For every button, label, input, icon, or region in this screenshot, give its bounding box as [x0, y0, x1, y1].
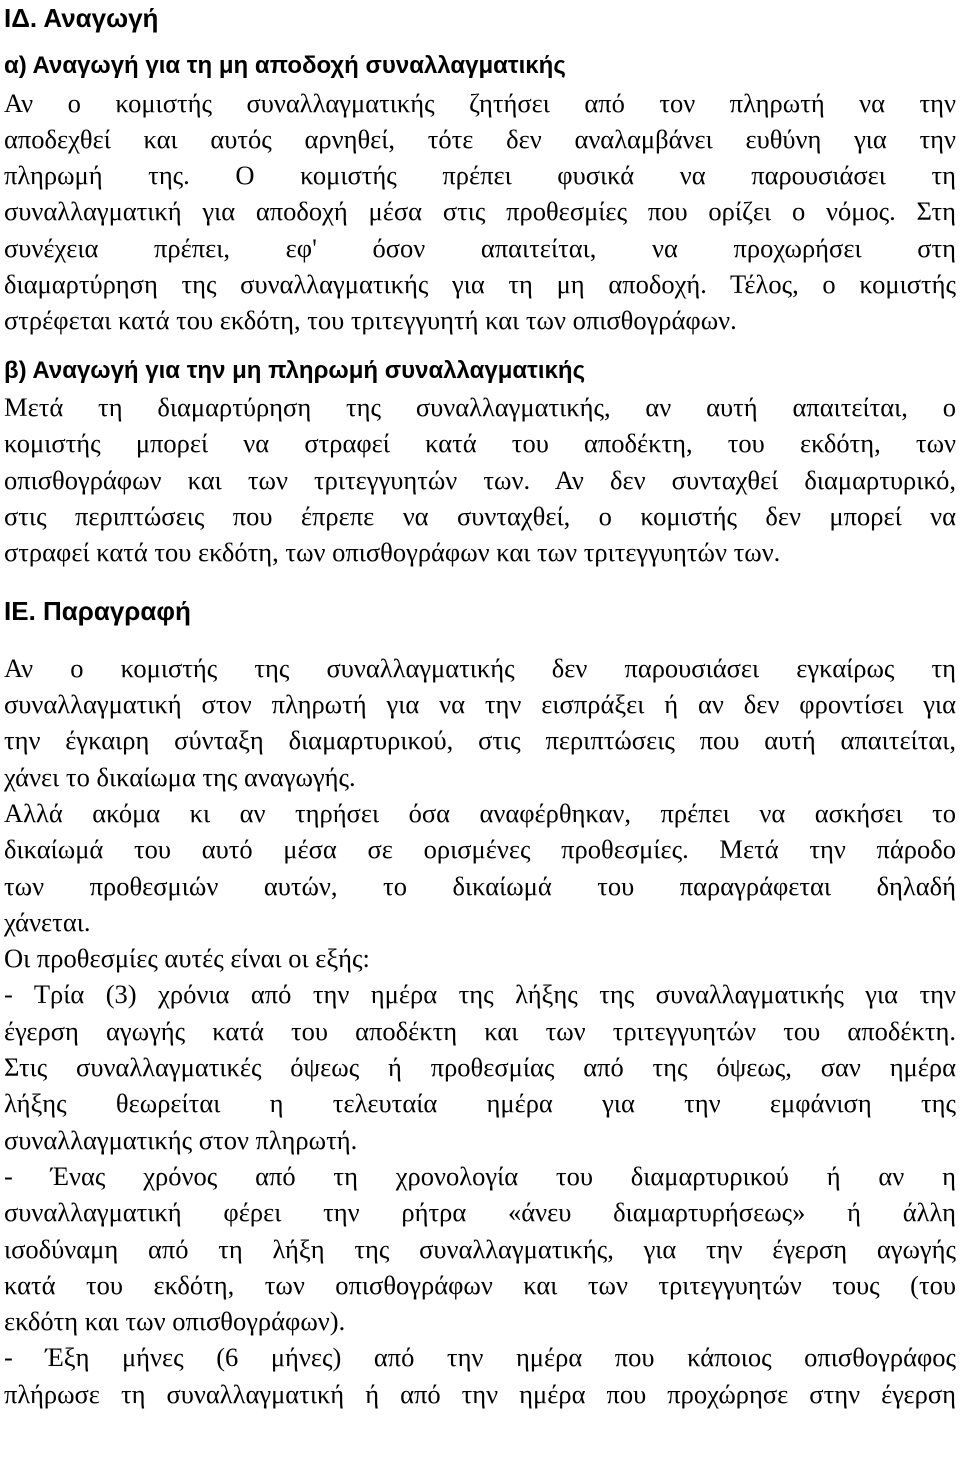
paragraph-line: πληρωμή της. Ο κομιστής πρέπει φυσικά να παρουσιάσει τη	[4, 160, 956, 191]
paragraph-line: λήξης θεωρείται η τελευταία ημέρα για την εμφάνιση της	[4, 1088, 956, 1119]
paragraph-line: συναλλαγματική για αποδοχή μέσα στις προθεσμίες που ορίζει ο νόμος. Στη	[4, 196, 956, 227]
paragraph-line: συνέχεια πρέπει, εφ' όσον απαιτείται, να προχωρήσει στη	[4, 232, 956, 263]
paragraph-line: συναλλαγματική στον πληρωτή για να την εισπράξει ή αν δεν φροντίσει για	[4, 689, 956, 720]
paragraph-line: - Τρία (3) χρόνια από την ημέρα της λήξης της συναλλαγματικής για την	[4, 979, 956, 1010]
section-ie-heading: ΙΕ. Παραγραφή	[4, 596, 191, 627]
deadlines-intro: Οι προθεσμίες αυτές είναι οι εξής:	[4, 943, 370, 974]
paragraph-line: - Ένας χρόνος από τη χρονολογία του διαμαρτυρικού ή αν η	[4, 1160, 956, 1191]
paragraph-line: στρέφεται κατά του εκδότη, του τριτεγγυητή και των οπισθογράφων.	[4, 305, 737, 336]
paragraph-line: συναλλαγματικής στον πληρωτή.	[4, 1124, 358, 1155]
deadline-item-3	[4, 1339, 956, 1412]
paragraph-line: Μετά τη διαμαρτύρηση της συναλλαγματικής, αν αυτή απαιτείται, ο	[4, 391, 956, 422]
paragraph-line: Αλλά ακόμα κι αν τηρήσει όσα αναφέρθηκαν, πρέπει να ασκήσει το	[4, 797, 956, 828]
deadline-item-1	[4, 976, 956, 1157]
paragraph-line: - Έξη μήνες (6 μήνες) από την ημέρα που κάποιος οπισθογράφος	[4, 1342, 956, 1373]
paragraph-line: κομιστής μπορεί να στραφεί κατά του αποδέκτη, του εκδότη, των	[4, 428, 956, 459]
section-id-heading: ΙΔ. Αναγωγή	[4, 3, 159, 33]
paragraph-line: στραφεί κατά του εκδότη, των οπισθογράφων και των τριτεγγυητών των.	[4, 537, 781, 568]
paragraph-line: Στις συναλλαγματικές όψεως ή προθεσμίας από της όψεως, σαν ημέρα	[4, 1052, 956, 1083]
paragraph-line: οπισθογράφων και των τριτεγγυητών των. Αν δεν συνταχθεί διαμαρτυρικό,	[4, 464, 956, 495]
paragraph-line: πλήρωσε τη συναλλαγματική ή από την ημέρα που προχώρησε στην έγερση	[4, 1378, 956, 1409]
paragraph-line: διαμαρτύρηση της συναλλαγματικής για τη μη αποδοχή. Τέλος, ο κομιστής	[4, 269, 956, 300]
paragraph-line: αποδεχθεί και αυτός αρνηθεί, τότε δεν αναλαμβάνει ευθύνη για την	[4, 123, 956, 154]
paragraph-line: δικαίωμά του αυτό μέσα σε ορισμένες προθεσμίες. Μετά την πάροδο	[4, 834, 956, 865]
paragraph-line: χάνεται.	[4, 906, 91, 937]
paragraph-line: στις περιπτώσεις που έπρεπε να συνταχθεί, ο κομιστής δεν μπορεί να	[4, 500, 956, 531]
document-page	[4, 0, 956, 1412]
subsection-a-heading: α) Αναγωγή για τη μη αποδοχή συναλλαγματικής	[4, 52, 566, 80]
paragraph-ie-1	[4, 650, 956, 795]
paragraph-line: έγερση αγωγής κατά του αποδέκτη και των τριτεγγυητών του αποδέκτη.	[4, 1015, 956, 1046]
paragraph-line: συναλλαγματική φέρει την ρήτρα «άνευ διαμαρτυρήσεως» ή άλλη	[4, 1197, 956, 1228]
paragraph-line: εκδότη και των οπισθογράφων).	[4, 1306, 346, 1337]
paragraph-line: χάνει το δικαίωμα της αναγωγής.	[4, 761, 356, 792]
subsection-b-heading: β) Αναγωγή για την μη πληρωμή συναλλαγματικής	[4, 356, 586, 384]
deadline-item-2	[4, 1158, 956, 1339]
paragraph-line: ισοδύναμη από τη λήξη της συναλλαγματικής, για την έγερση αγωγής	[4, 1233, 956, 1264]
paragraph-line: Αν ο κομιστής της συναλλαγματικής δεν παρουσιάσει εγκαίρως τη	[4, 652, 956, 683]
paragraph-line: των προθεσμιών αυτών, το δικαίωμά του παραγράφεται δηλαδή	[4, 870, 956, 901]
paragraph-line: την έγκαιρη σύνταξη διαμαρτυρικού, στις περιπτώσεις που αυτή απαιτείται,	[4, 725, 956, 756]
paragraph-line: Αν ο κομιστής συναλλαγματικής ζητήσει από τον πληρωτή να την	[4, 87, 956, 118]
paragraph-line: κατά του εκδότη, των οπισθογράφων και των τριτεγγυητών τους (του	[4, 1269, 956, 1300]
paragraph-b	[4, 389, 956, 570]
paragraph-a	[4, 85, 956, 339]
paragraph-ie-2	[4, 795, 956, 940]
